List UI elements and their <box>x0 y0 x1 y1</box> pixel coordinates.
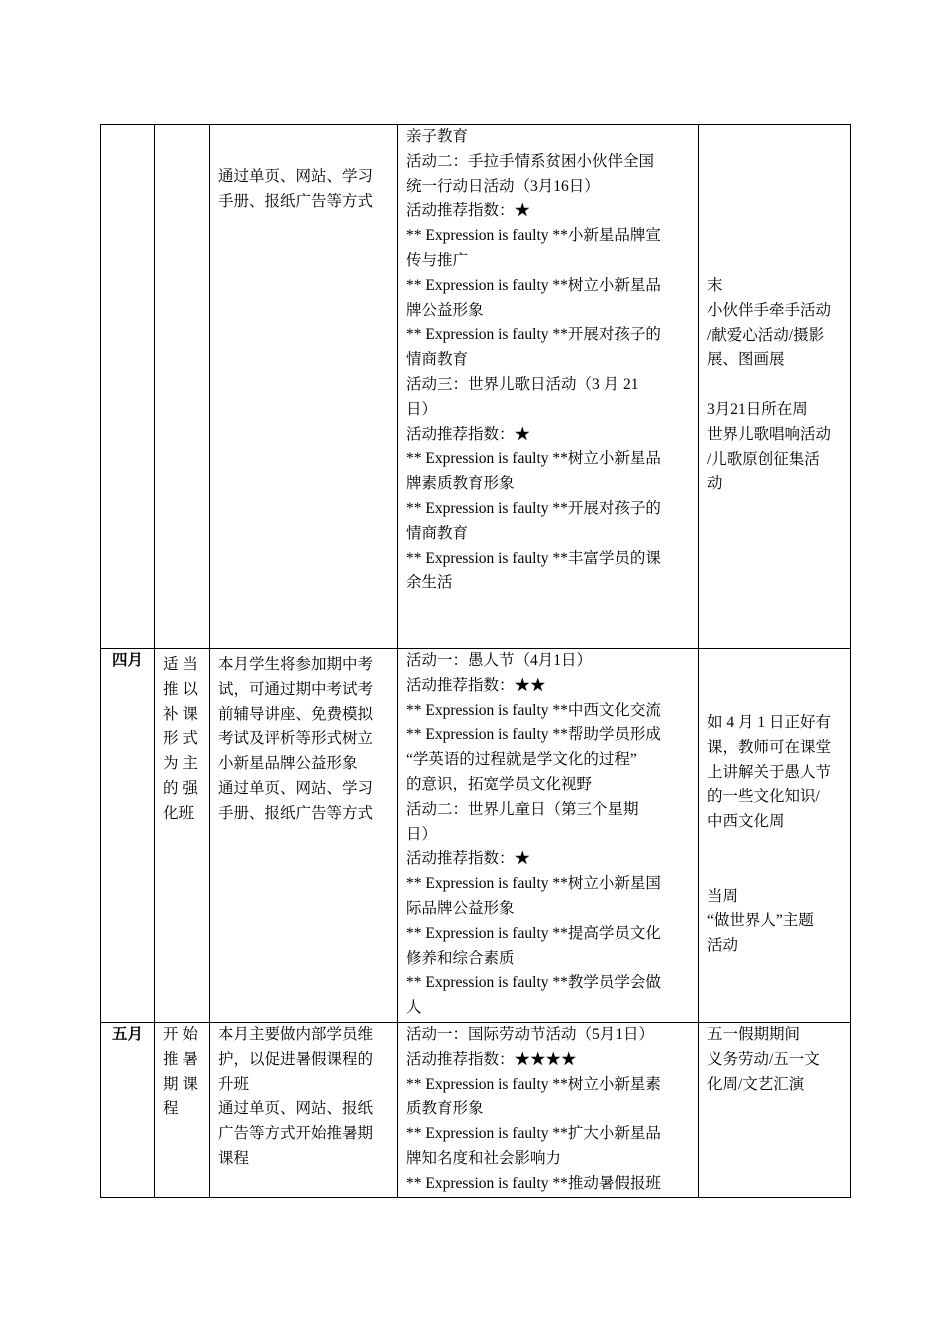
method-line: 广告等方式开始推暑期 <box>218 1125 374 1143</box>
note-line: 五一假期期间 <box>707 1026 801 1043</box>
note-line: 动 <box>707 475 723 493</box>
method-line: 通过单页、网站、学习 <box>218 779 374 797</box>
activity-line: 情商教育 <box>406 524 469 542</box>
month-cell <box>101 649 155 1023</box>
activity-line: 活动三：世界儿歌日活动（3 月 21 <box>406 375 639 393</box>
theme-line: 期 课 <box>163 1075 198 1093</box>
theme-line: 开 始 <box>163 1026 198 1043</box>
activity-line: 际品牌公益形象 <box>406 899 515 917</box>
note-line: 小伙伴手牵手活动 <box>707 301 832 319</box>
activity-line: 传与推广 <box>406 251 469 269</box>
month-cell <box>101 1023 155 1198</box>
month-label: 五月 <box>111 1026 143 1043</box>
activity-line: ** Expression is faulty **中西文化交流 <box>406 701 661 719</box>
theme-line: 推 暑 <box>163 1050 198 1068</box>
note-line: 如 4 月 1 日正好有 <box>707 714 832 731</box>
notes-cell <box>699 649 851 1023</box>
activity-line: ** Expression is faulty **树立小新星素 <box>406 1075 661 1093</box>
note-line: 化周/文艺汇演 <box>707 1075 805 1093</box>
month-cell <box>101 125 155 649</box>
activity-line: ** Expression is faulty **丰富学员的课 <box>406 549 661 567</box>
activity-line: ** Expression is faulty **开展对孩子的 <box>406 326 661 344</box>
note-line: 中西文化周 <box>707 813 785 831</box>
note-line: 义务劳动/五一文 <box>707 1050 820 1068</box>
method-line: 小新星品牌公益形象 <box>218 755 358 773</box>
theme-line: 化班 <box>163 804 195 822</box>
theme-cell <box>155 1023 210 1198</box>
theme-line: 适 当 <box>163 656 198 673</box>
activity-line: 活动二：手拉手情系贫困小伙伴全国 <box>406 152 655 170</box>
activity-line: ** Expression is faulty **帮助学员形成 <box>406 726 661 744</box>
activities-cell <box>398 1023 699 1198</box>
method-line: 升班 <box>218 1075 250 1093</box>
note-line: 上讲解关于愚人节 <box>707 763 832 781</box>
notes-cell <box>699 125 851 649</box>
activity-line: ** Expression is faulty **树立小新星品 <box>406 276 661 294</box>
method-line: 考试及评析等形式树立 <box>218 730 374 748</box>
method-line: 课程 <box>218 1149 250 1167</box>
activity-line: ** Expression is faulty **树立小新星国 <box>406 875 661 893</box>
activity-line: 活动一：国际劳动节活动（5月1日） <box>406 1026 655 1043</box>
month-label: 四月 <box>111 652 143 669</box>
activity-line: 活动一：愚人节（4月1日） <box>406 652 593 669</box>
note-line: /儿歌原创征集活 <box>707 450 820 468</box>
activities-cell <box>398 649 699 1023</box>
note-line: 当周 <box>707 887 739 905</box>
method-line: 护，以促进暑假课程的 <box>218 1050 374 1068</box>
activity-line: ** Expression is faulty **推动暑假报班 <box>406 1174 661 1192</box>
activity-line: ** Expression is faulty **小新星品牌宣 <box>406 227 661 245</box>
method-line: 试，可通过期中考试考 <box>218 680 374 698</box>
activity-line: 统一行动日活动（3月16日） <box>406 177 600 195</box>
activity-line: 活动推荐指数：★ <box>406 202 531 220</box>
activity-line: 的意识，拓宽学员文化视野 <box>406 775 593 793</box>
activity-plan-table <box>100 124 851 1198</box>
method-line: 前辅导讲座、免费模拟 <box>218 705 374 723</box>
note-spacer <box>707 373 842 398</box>
activity-line: 修养和综合素质 <box>406 949 515 967</box>
activity-line: 牌知名度和社会影响力 <box>406 1149 562 1167</box>
activity-line: 质教育形象 <box>406 1100 484 1118</box>
activity-line: 活动推荐指数：★ <box>406 850 531 868</box>
method-cell <box>210 649 398 1023</box>
note-line: 活动 <box>707 937 739 955</box>
note-spacer <box>707 860 842 885</box>
activity-line: ** Expression is faulty **教学员学会做 <box>406 974 661 992</box>
method-cell <box>210 1023 398 1198</box>
note-line: 课，教师可在课堂 <box>707 738 832 756</box>
note-line: /献爱心活动/摄影 <box>707 326 825 344</box>
method-cell <box>210 125 398 649</box>
theme-cell <box>155 649 210 1023</box>
activity-line: 活动推荐指数：★★ <box>406 676 546 694</box>
note-line: 展、图画展 <box>707 351 785 369</box>
theme-cell <box>155 125 210 649</box>
activity-line: 情商教育 <box>406 351 469 369</box>
note-line: 世界儿歌唱响活动 <box>707 425 832 443</box>
method-line: 通过单页、网站、学习 <box>218 168 374 185</box>
activity-line: ** Expression is faulty **提高学员文化 <box>406 924 661 942</box>
activity-line: ** Expression is faulty **开展对孩子的 <box>406 499 661 517</box>
theme-line: 的 强 <box>163 779 198 797</box>
note-line: “做世界人”主题 <box>707 912 814 930</box>
activity-line: 人 <box>406 999 422 1017</box>
table-row-may <box>101 1023 851 1198</box>
method-line: 手册、报纸广告等方式 <box>218 192 374 210</box>
note-spacer <box>707 835 842 860</box>
notes-cell <box>699 1023 851 1198</box>
activity-line: 牌公益形象 <box>406 301 484 319</box>
theme-line: 形 式 <box>163 730 198 748</box>
activity-line: 活动推荐指数：★★★★ <box>406 1050 577 1068</box>
activities-cell <box>398 125 699 649</box>
activity-line: 活动二：世界儿童日（第三个星期 <box>406 800 639 818</box>
theme-line: 为 主 <box>163 755 198 773</box>
activity-line: “学英语的过程就是学文化的过程” <box>406 751 637 769</box>
method-line: 本月学生将参加期中考 <box>218 656 374 673</box>
theme-line: 程 <box>163 1100 179 1118</box>
method-line: 通过单页、网站、报纸 <box>218 1100 374 1118</box>
activity-line: 牌素质教育形象 <box>406 475 515 493</box>
activity-line: ** Expression is faulty **树立小新星品 <box>406 450 661 468</box>
note-line: 3月21日所在周 <box>707 400 808 418</box>
theme-line: 补 课 <box>163 705 198 723</box>
activity-line: 亲子教育 <box>406 128 469 145</box>
method-line: 手册、报纸广告等方式 <box>218 804 374 822</box>
note-line: 的一些文化知识/ <box>707 788 820 806</box>
method-line: 本月主要做内部学员维 <box>218 1026 374 1043</box>
activity-line: 活动推荐指数：★ <box>406 425 531 443</box>
table-row-april <box>101 649 851 1023</box>
theme-line: 推 以 <box>163 680 198 698</box>
activity-line: ** Expression is faulty **扩大小新星品 <box>406 1125 661 1143</box>
note-line: 末 <box>707 277 723 294</box>
activity-line: 余生活 <box>406 574 453 592</box>
table-row-march <box>101 125 851 649</box>
activity-line: 日） <box>406 825 438 843</box>
activity-line: 日） <box>406 400 438 418</box>
